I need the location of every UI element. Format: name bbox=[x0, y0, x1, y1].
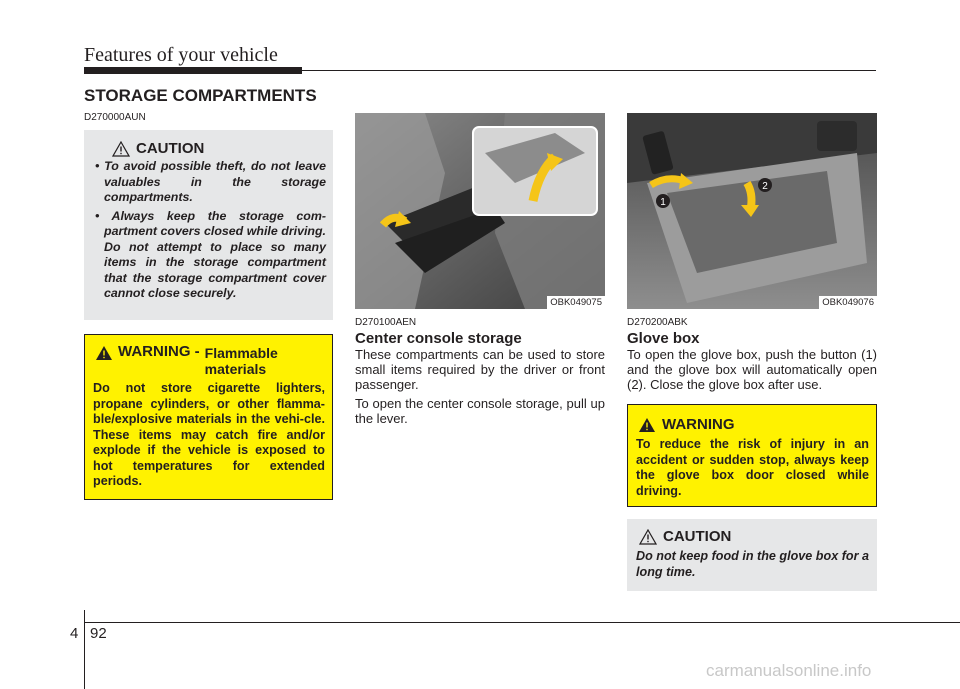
warning-box bbox=[84, 334, 333, 500]
glovebox-para: To open the glove box, push the button (1) and the glove box will automatically open (2). Close the glove box after use. bbox=[627, 347, 877, 392]
section-title: STORAGE COMPARTMENTS bbox=[84, 86, 317, 105]
warning-title-row bbox=[95, 343, 295, 377]
warning-triangle-icon bbox=[95, 345, 113, 361]
caution-list bbox=[92, 159, 326, 305]
console-para: These compartments can be used to store small items required by the driver or front passenger. bbox=[355, 347, 605, 392]
caution-item: • Always keep the storage com-partment covers closed while driving. Do not attempt to place so many items in the storage compartment that the storage compartment cover cannot close securely. bbox=[95, 208, 326, 300]
warning-text: To reduce the risk of injury in an accident or sudden stop, always keep the glove box door closed while driving. bbox=[636, 437, 869, 498]
warning-box bbox=[627, 404, 877, 507]
console-code: D270100AEN bbox=[355, 317, 417, 328]
marker-one: 1 bbox=[660, 197, 666, 208]
warning-title-row bbox=[638, 416, 735, 433]
chapter-number: 4 bbox=[70, 625, 79, 642]
caution-triangle-icon bbox=[112, 141, 130, 157]
watermark: carmanualsonline.info bbox=[706, 661, 872, 680]
header-bar bbox=[84, 67, 302, 74]
marker-two: 2 bbox=[762, 181, 768, 192]
caution-title: CAUTION bbox=[136, 140, 205, 157]
caution-title: CAUTION bbox=[663, 528, 732, 545]
header-rule bbox=[302, 70, 876, 71]
glovebox-code: D270200ABK bbox=[627, 317, 688, 328]
console-photo bbox=[355, 113, 605, 309]
glovebox-illustration bbox=[627, 113, 877, 309]
caution-text: Do not keep food in the glove box for a long time. bbox=[636, 549, 869, 579]
caution-title-row bbox=[112, 140, 204, 157]
console-heading: Center console storage bbox=[355, 330, 522, 347]
photo-label: OBK049076 bbox=[819, 296, 877, 309]
section-code: D270000AUN bbox=[84, 112, 146, 123]
footer-rule bbox=[84, 622, 960, 623]
glovebox-heading: Glove box bbox=[627, 330, 700, 347]
glovebox-photo bbox=[627, 113, 877, 309]
warning-title-prefix: WARNING - bbox=[118, 343, 200, 360]
caution-box bbox=[627, 519, 877, 591]
warning-title: WARNING bbox=[662, 416, 735, 433]
caution-box bbox=[84, 130, 333, 320]
warning-title-suffix: Flammable materials bbox=[204, 345, 278, 377]
warning-triangle-icon bbox=[638, 417, 656, 433]
page-header-title: Features of your vehicle bbox=[84, 44, 278, 66]
console-illustration bbox=[355, 113, 605, 309]
caution-item: • To avoid possible theft, do not leave valuables in the storage compartments. bbox=[95, 159, 327, 204]
photo-label: OBK049075 bbox=[547, 296, 605, 309]
console-para: To open the center console storage, pull up the lever. bbox=[355, 396, 605, 426]
caution-triangle-icon bbox=[639, 529, 657, 545]
caution-title-row bbox=[639, 528, 731, 545]
page-number: 92 bbox=[90, 625, 107, 642]
warning-text: Do not store cigarette lighters, propane cylinders, or other flamma-ble/explosive materials in the vehi-cle. These items may catch fire and/or explode if the vehicle is exposed to hot temperatures for extended periods. bbox=[93, 381, 325, 488]
